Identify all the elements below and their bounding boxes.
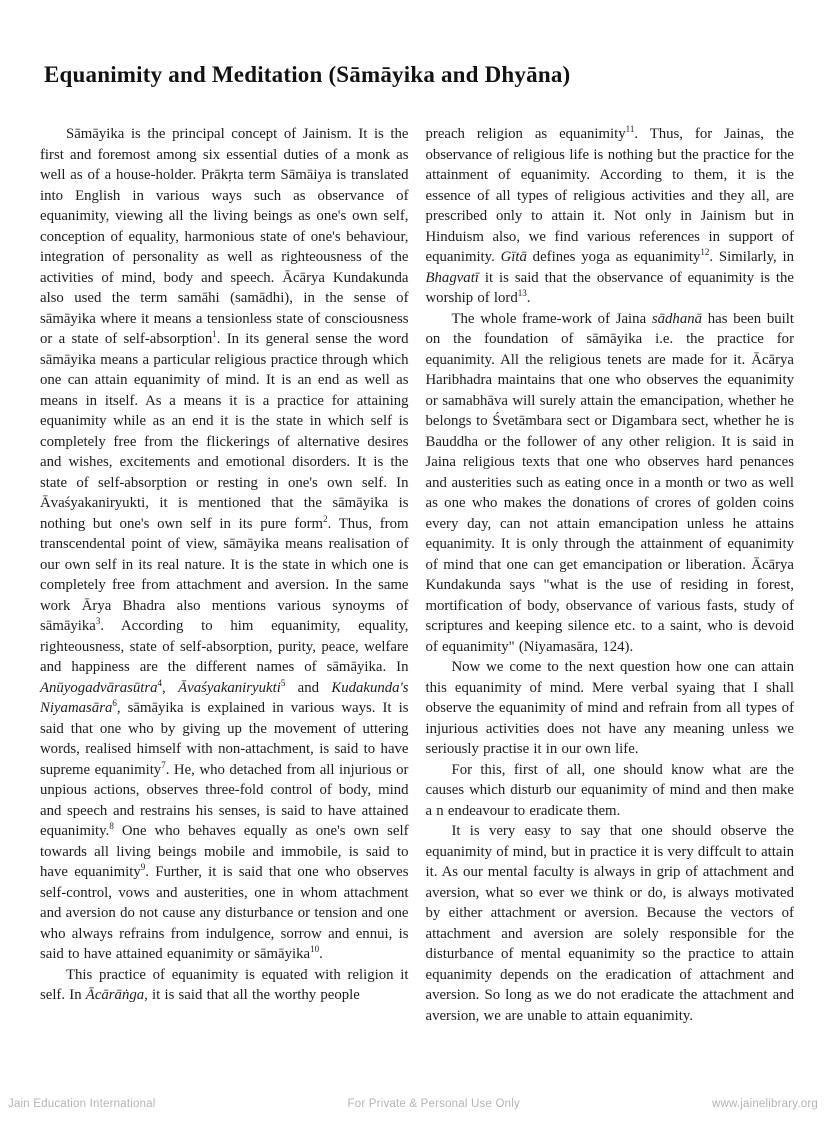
footnote-ref: 4 — [157, 677, 163, 688]
page-footer — [8, 1098, 818, 1110]
footnote-ref: 13 — [517, 288, 527, 299]
text-run: . — [526, 290, 531, 306]
italic-term: Gītā — [500, 249, 527, 265]
text-run: This practice of equanimity is equated with religion it self. In — [40, 966, 409, 1003]
text-run: . Thus, for Jainas, the observance of religious life is nothing but the practice for the attainment of equanimity. According to them, it is the essence of all types of religious activities and they all, are prescribed only to attain it. Not only in Jainism but in Hinduism also, we find various references in support of equanimity. — [425, 126, 794, 265]
text-run: Sāmāyika is the principal concept of Jainism. It is the first and foremost among six essential duties of a monk as well as of a house-holder. Prākṛta term Sāmāiya is translated into English in various ways such as observance of equanimity, viewing all the living beings as one's own self, conception of equality, harmonious state of one's behaviour, integration of personality as well as righteousness of the activities of mind, body and speech. Ācārya Kundakunda also used the term samāhi (samādhi), in the sense of sāmāyika where it means a tensionless state of consciousness or a state of self-absorption — [40, 126, 409, 347]
paragraph — [426, 657, 795, 760]
text-run: Now we come to the next question how one can attain this equanimity of mind. Mere verbal syaing that I shall observe the equanimity of mind and refrain from all types of injurious activities does not have any meaning unless we seriously practise it in our own life. — [425, 659, 794, 757]
italic-term: sādhanā — [651, 310, 703, 327]
page-title: Equanimity and Meditation (Sāmāyika and Dhyāna) — [44, 62, 571, 87]
footer-publisher: Jain Education International — [8, 1098, 156, 1110]
footnote-ref: 8 — [109, 821, 114, 832]
text-run: . Further, it is said that one who observes self-control, vows and austerities, one in whom attachment and aversion do not cause any disturbance or tension and one who always refrains from indulgence, sorrow and ennui, is said to have attained equanimity or sāmāyika — [40, 864, 409, 962]
footnote-ref: 2 — [323, 513, 328, 524]
right-column — [426, 124, 795, 1026]
footnote-ref: 3 — [95, 616, 101, 627]
text-run: It is very easy to say that one should observe the equanimity of mind, but in practice it is very diffcult to attain it. As our mental faculty is always in grip of attachment and aversion, what so ever we think or do, is always motivated by either attachment or aversion. Because the vectors of attachment and aversion are solely responsible for the disturbance of mental equanimity so the practice to attain equanimity depends on the eradication of attachment and aversion. So long as we do not eradicate the attachment and aversion, we are unable to attain equanimity. — [425, 823, 794, 1024]
text-run: preach religion as equanimity — [425, 126, 626, 142]
text-run: . Similarly, in — [709, 249, 795, 265]
footnote-ref: 10 — [310, 944, 320, 955]
text-run: it is said that the observance of equanimity is the worship of lord — [425, 269, 794, 306]
text-run: . According to him equanimity, equality, righteousness, state of self-absorption, purity, peace, welfare and happiness are the different names of sāmāyika. In — [40, 618, 409, 675]
text-run: One who behaves equally as one's own self towards all living beings mobile and immobile, is said to have equanimity — [40, 823, 409, 880]
paragraph — [40, 124, 409, 965]
paragraph — [426, 124, 795, 309]
footer-website: www.jainelibrary.org — [711, 1098, 818, 1110]
text-run: defines yoga as equanimity — [526, 249, 701, 265]
text-run: The whole frame-work of Jaina — [451, 310, 652, 327]
text-run: . — [319, 946, 323, 962]
paragraph — [40, 965, 409, 1006]
italic-term: Anūyogadvārasūtra — [40, 679, 158, 696]
footnote-ref: 11 — [625, 124, 635, 135]
text-run: . In its general sense the word sāmāyika means a particular religious practice through which one can attain equanimity of mind. It is an end as well as means in itself. As a means it is a practice for attaining equanimity while as an end it is the state in which self is completely free from the flickerings of alternative desires and wishes, excitements and emotional disorders. It is the state of self-absorption or resting in one's own self. In Āvaśyakaniryukti, it is mentioned that the sāmāyika is nothing but one's own self in its pure form — [40, 331, 409, 532]
text-run: For this, first of all, one should know what are the causes which disturb our equanimity of mind and then make a n endeavour to eradicate them. — [425, 761, 794, 819]
footnote-ref: 1 — [212, 329, 217, 340]
italic-term: Kudakunda's Niyamasāra — [40, 679, 409, 716]
text-run: and — [285, 679, 332, 696]
paragraph — [426, 821, 795, 1026]
footnote-ref: 9 — [140, 862, 146, 873]
text-run: , sāmāyika is explained in various ways. It is said that one who by giving up the movement of uttering words, realised himself with non-attachment, is said to have supreme equanimity — [40, 700, 409, 778]
paragraph — [426, 309, 795, 658]
text-run: , it is said that all the worthy people — [144, 987, 360, 1003]
text-columns — [40, 124, 794, 1026]
footnote-ref: 5 — [280, 677, 286, 688]
left-column — [40, 124, 409, 1026]
italic-term: Bhagvatī — [425, 269, 479, 286]
text-run: . He, who detached from all injurious or unpious actions, observes three-fold control of body, mind and speech and restrains his senses, is said to have attained equanimity. — [40, 761, 409, 839]
italic-term: Āvaśyakaniryukti — [178, 679, 281, 696]
footnote-ref: 7 — [161, 759, 166, 770]
footnote-ref: 6 — [112, 698, 117, 709]
text-run: . Thus, from transcendental point of view, sāmāyika means realisation of our own self in its real nature. It is the state in which one is completely free from attachment and aversion. In the same work Ārya Bhadra also mentions various synoyms of sāmāyika — [40, 515, 409, 634]
footer-usage-note: For Private & Personal Use Only — [347, 1098, 520, 1110]
text-run: , — [162, 679, 179, 696]
footnote-ref: 12 — [700, 247, 710, 258]
italic-term: Ācārāṅga — [85, 987, 145, 1003]
paragraph — [426, 760, 795, 822]
text-run: has been built on the foundation of sāmāyika i.e. the practice for equanimity. All the religious tenets are made for it. Ācārya Haribhadra maintains that one who observes the equanimity or samabhāva will surely attain the emancipation, whether he belongs to Śvetāmbara sect or Digambara sect, whether he is Bauddha or the follower of any other religion. It is said in Jaina religious texts that one who observes hard penances and austerities such as eating once in a month or two as well as one who makes the donations of crores of golden coins every day, can not attain emancipation unless he attains equanimity. It is only through the attainment of equanimity of mind that one can get emancipation or liberation. Ācārya Kundakunda says "what is the use of residing in forest, mortification of body, observance of various fasts, study of scriptures and keeping silence etc. to a saint, who is devoid of equanimity" (Niyamasāra, 124). — [425, 310, 794, 655]
